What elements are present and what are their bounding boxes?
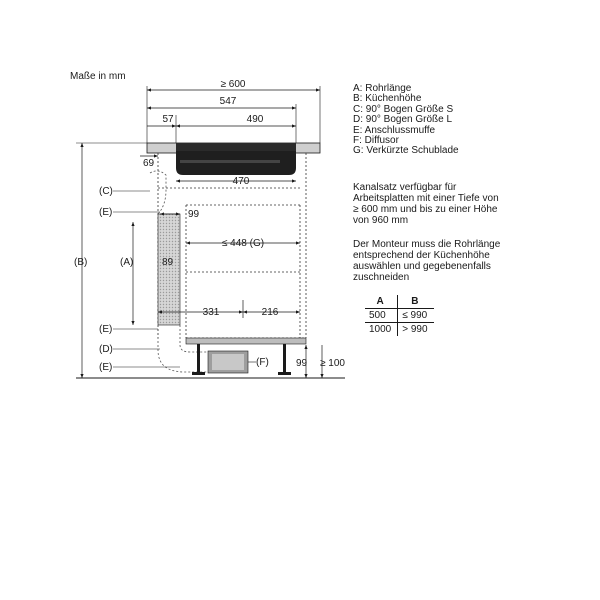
foot-right <box>283 344 286 374</box>
table-cell: > 990 <box>398 323 434 337</box>
table-row <box>365 309 434 323</box>
legend-item-e: E: Anschlussmuffe <box>353 124 436 136</box>
dim-top-depth: 547 <box>219 96 237 107</box>
dim-left-offset: 57 <box>162 114 174 125</box>
dim-cooktop-width: 470 <box>232 176 250 187</box>
bend-d <box>158 325 208 372</box>
callout-d: (D) <box>99 344 113 355</box>
table-cell: 500 <box>365 309 398 323</box>
vertical-duct <box>158 214 180 325</box>
callout-e-low: (E) <box>99 362 113 373</box>
dim-pipe-gap: 99 <box>188 209 200 220</box>
cooktop <box>176 143 296 151</box>
legend-item-b: B: Küchenhöhe <box>353 93 422 105</box>
length-table <box>365 295 434 336</box>
dim-bottom-right: 216 <box>261 307 279 318</box>
dim-pipe-width: 89 <box>162 257 174 268</box>
table-cell: 1000 <box>369 324 392 335</box>
units-label: Maße in mm <box>70 71 126 82</box>
legend-item-c: C: 90° Bogen Größe S <box>353 103 454 115</box>
table-cell: ≤ 990 <box>398 309 434 323</box>
dim-min-plinth: ≥ 100 <box>320 358 345 369</box>
dim-plinth-height: 99 <box>296 358 308 369</box>
table-header-a: A <box>365 295 398 309</box>
callout-c: (C) <box>99 186 113 197</box>
callout-a: (A) <box>120 257 134 268</box>
note-monteur: Der Monteur muss die Rohrlänge entsprechend der Küchenhöhe auswählen und gegebenenfalls zuschneiden <box>353 239 501 283</box>
legend-item-d: D: 90° Bogen Größe L <box>353 114 453 126</box>
note-kanalsatz: Kanalsatz verfügbar für Arbeitsplatten mit einer Tiefe von ≥ 600 mm und bis zu einer Höhe von 960 mm <box>353 182 499 226</box>
table-header-b: B <box>398 295 434 309</box>
callout-e-top: (E) <box>99 207 113 218</box>
table-row <box>365 323 434 337</box>
dim-right-depth: 490 <box>246 114 264 125</box>
dim-overall-depth: ≥ 600 <box>220 79 246 90</box>
legend <box>353 84 459 157</box>
callout-b: (B) <box>74 257 88 268</box>
foot-left <box>197 344 200 374</box>
legend-item-g: G: Verkürzte Schublade <box>353 145 459 157</box>
base-shelf <box>186 338 306 344</box>
dim-bottom-left: 331 <box>202 307 220 318</box>
legend-item-f: F: Diffusor <box>353 135 399 147</box>
dim-drawer-depth: ≤ 448 (G) <box>221 238 265 249</box>
callout-f: (F) <box>256 357 269 368</box>
callout-e-mid: (E) <box>99 324 113 335</box>
dim-left-gap: 69 <box>143 158 155 169</box>
legend-item-a: A: Rohrlänge <box>353 83 412 94</box>
